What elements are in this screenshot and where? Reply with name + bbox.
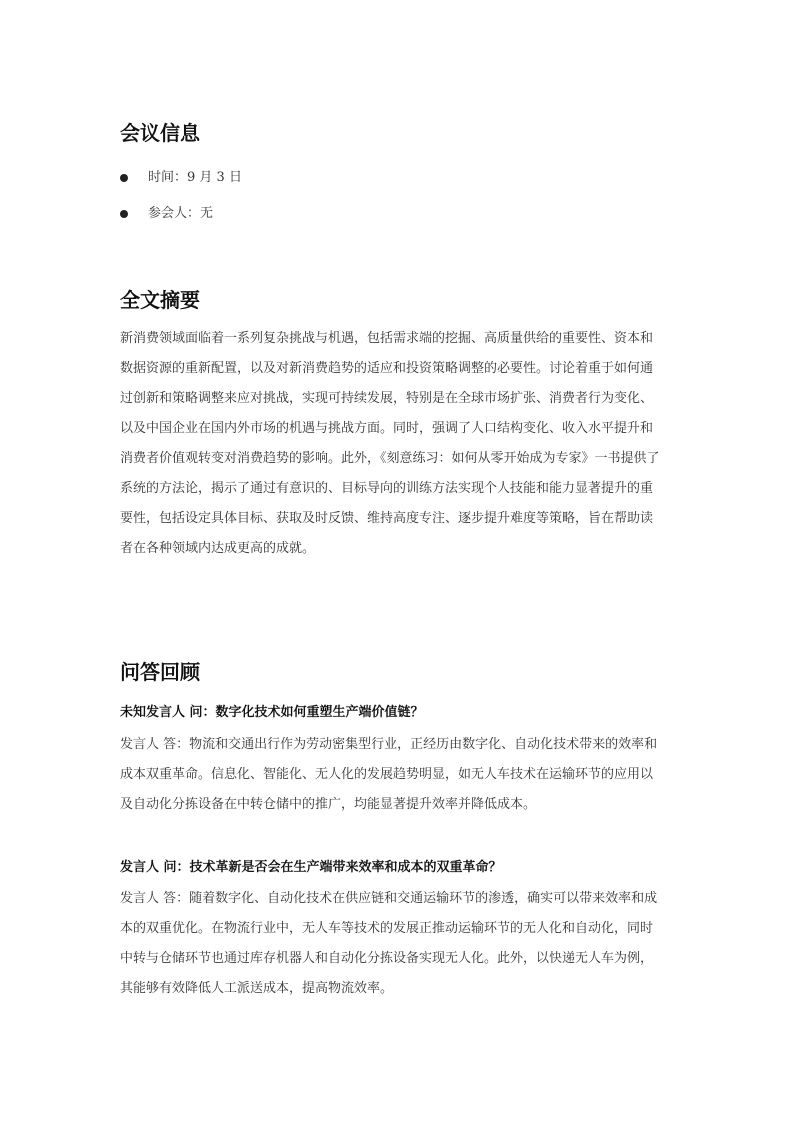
summary-line: 数据资源的重新配置，以及对新消费趋势的适应和投资策略调整的必要性。讨论着重于如何通 <box>120 361 654 376</box>
summary-line: 消费者价值观转变对消费趋势的影响。此外，《刻意练习：如何从零开始成为专家》一书提供了 <box>120 451 660 466</box>
answer-line: 中转与仓储环节也通过库存机器人和自动化分拣设备实现无人化。此外，以快递无人车为例， <box>120 951 654 966</box>
meeting-attendees-value: 无 <box>200 206 214 221</box>
meeting-time-item <box>120 166 242 202</box>
bullet-icon <box>120 210 128 218</box>
summary-line: 以及中国企业在国内外市场的机遇与挑战方面。同时，强调了人口结构变化、收入水平提升和 <box>120 421 654 436</box>
qa-question-2: 发言人 问：技术革新是否会在生产端带来效率和成本的双重革命？ <box>120 860 502 875</box>
summary-line: 新消费领域面临着一系列复杂挑战与机遇，包括需求端的挖掘、高质量供给的重要性、资本和 <box>120 331 654 346</box>
answer-line: 发言人 答：物流和交通出行作为劳动密集型行业，正经历由数字化、自动化技术带来的效率和 <box>120 737 658 752</box>
qa-heading: 问答回顾 <box>120 660 200 684</box>
answer-line: 及自动化分拣设备在中转仓储中的推广，均能显著提升效率并降低成本。 <box>120 797 537 812</box>
meeting-time-value: 9 月 3 日 <box>187 170 242 185</box>
summary-line: 要性，包括设定具体目标、获取及时反馈、维持高度专注、逐步提升难度等策略，旨在帮助读 <box>120 511 654 526</box>
qa-answer-2 <box>120 884 675 1004</box>
meeting-attendees-label: 参会人： <box>148 206 201 221</box>
summary-heading: 全文摘要 <box>120 288 200 312</box>
qa-question-1: 未知发言人 问：数字化技术如何重塑生产端价值链？ <box>120 705 424 720</box>
answer-line: 成本双重革命。信息化、智能化、无人化的发展趋势明显，如无人车技术在运输环节的应用以 <box>120 767 654 782</box>
summary-line: 系统的方法论，揭示了通过有意识的、目标导向的训练方法实现个人技能和能力显著提升的重 <box>120 481 654 496</box>
meeting-attendees-item <box>120 202 242 238</box>
summary-line: 过创新和策略调整来应对挑战，实现可持续发展，特别是在全球市场扩张、消费者行为变化、 <box>120 391 654 406</box>
meeting-info-heading: 会议信息 <box>120 121 200 145</box>
meeting-time-label: 时间： <box>148 170 188 185</box>
summary-line: 者在各种领域内达成更高的成就。 <box>120 541 316 556</box>
meeting-info-list <box>120 166 242 238</box>
answer-line: 本的双重优化。在物流行业中，无人车等技术的发展正推动运输环节的无人化和自动化，同时 <box>120 921 654 936</box>
summary-paragraph <box>120 324 675 564</box>
answer-line: 其能够有效降低人工派送成本，提高物流效率。 <box>120 981 394 996</box>
answer-line: 发言人 答：随着数字化、自动化技术在供应链和交通运输环节的渗透，确实可以带来效率和成 <box>120 891 658 906</box>
bullet-icon <box>120 174 128 182</box>
qa-answer-1 <box>120 730 675 820</box>
